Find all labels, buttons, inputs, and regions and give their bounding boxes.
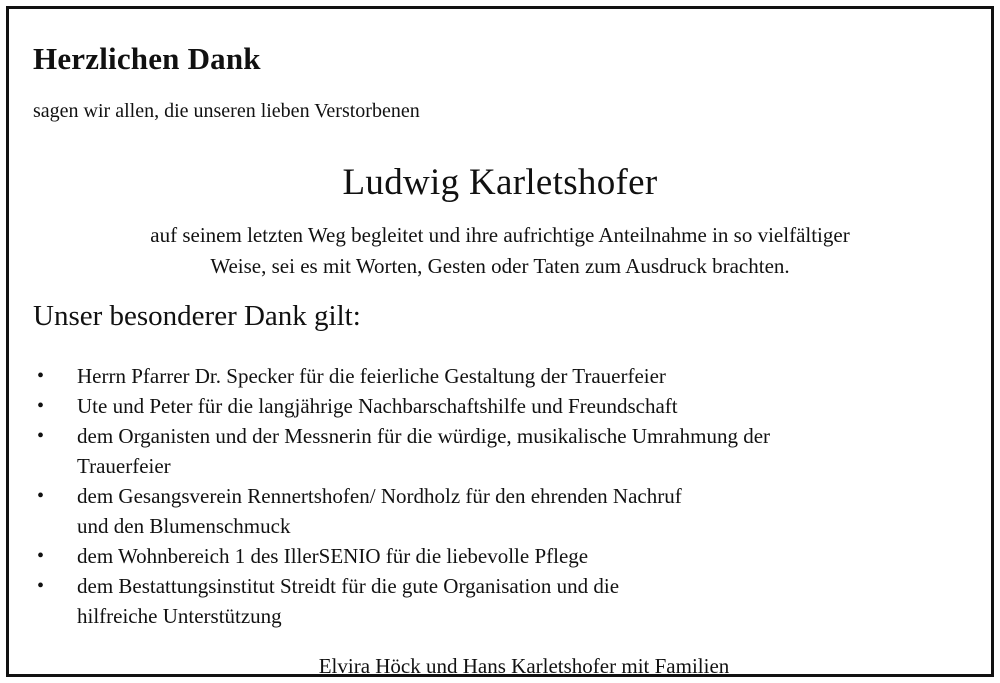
list-item-text: und den Blumenschmuck bbox=[77, 514, 291, 538]
list-item bbox=[31, 541, 971, 571]
list-item-text: hilfreiche Unterstützung bbox=[77, 604, 282, 628]
notice-frame bbox=[6, 6, 994, 677]
deceased-name: Ludwig Karletshofer bbox=[342, 162, 658, 203]
notice-heading: Herzlichen Dank bbox=[33, 41, 261, 76]
list-item-text: dem Gesangsverein Rennertshofen/ Nordholz für den ehrenden Nachruf bbox=[77, 484, 682, 508]
bullet-icon: • bbox=[37, 365, 45, 387]
bullet-icon: • bbox=[37, 425, 45, 447]
list-item-text: Herrn Pfarrer Dr. Specker für die feierliche Gestaltung der Trauerfeier bbox=[77, 364, 666, 388]
list-item-text: dem Bestattungsinstitut Streidt für die gute Organisation und die bbox=[77, 574, 620, 598]
list-item bbox=[31, 481, 971, 541]
list-item-text: Ute und Peter für die langjährige Nachbarschaftshilfe und Freundschaft bbox=[77, 394, 678, 418]
thanks-list bbox=[31, 361, 971, 631]
signature: Elvira Höck und Hans Karletshofer mit Familien bbox=[318, 654, 730, 678]
bullet-icon: • bbox=[37, 545, 45, 567]
thanks-paragraph-line: Weise, sei es mit Worten, Gesten oder Taten zum Ausdruck brachten. bbox=[210, 254, 790, 278]
bullet-icon: • bbox=[37, 395, 45, 417]
list-item bbox=[31, 421, 971, 481]
list-item bbox=[31, 391, 971, 421]
thanks-paragraph-line: auf seinem letzten Weg begleitet und ihre aufrichtige Anteilnahme in so vielfältiger bbox=[150, 223, 850, 247]
list-item-text: dem Organisten und der Messnerin für die würdige, musikalische Umrahmung der bbox=[77, 424, 771, 448]
list-item bbox=[31, 361, 971, 391]
bullet-icon: • bbox=[37, 575, 45, 597]
thanks-paragraph bbox=[9, 220, 991, 282]
list-item-text: Trauerfeier bbox=[77, 454, 171, 478]
list-item-text: dem Wohnbereich 1 des IllerSENIO für die liebevolle Pflege bbox=[77, 544, 589, 568]
special-thanks-heading: Unser besonderer Dank gilt: bbox=[33, 300, 361, 332]
intro-text: sagen wir allen, die unseren lieben Verstorbenen bbox=[33, 100, 420, 122]
bullet-icon: • bbox=[37, 485, 45, 507]
list-item bbox=[31, 571, 971, 631]
